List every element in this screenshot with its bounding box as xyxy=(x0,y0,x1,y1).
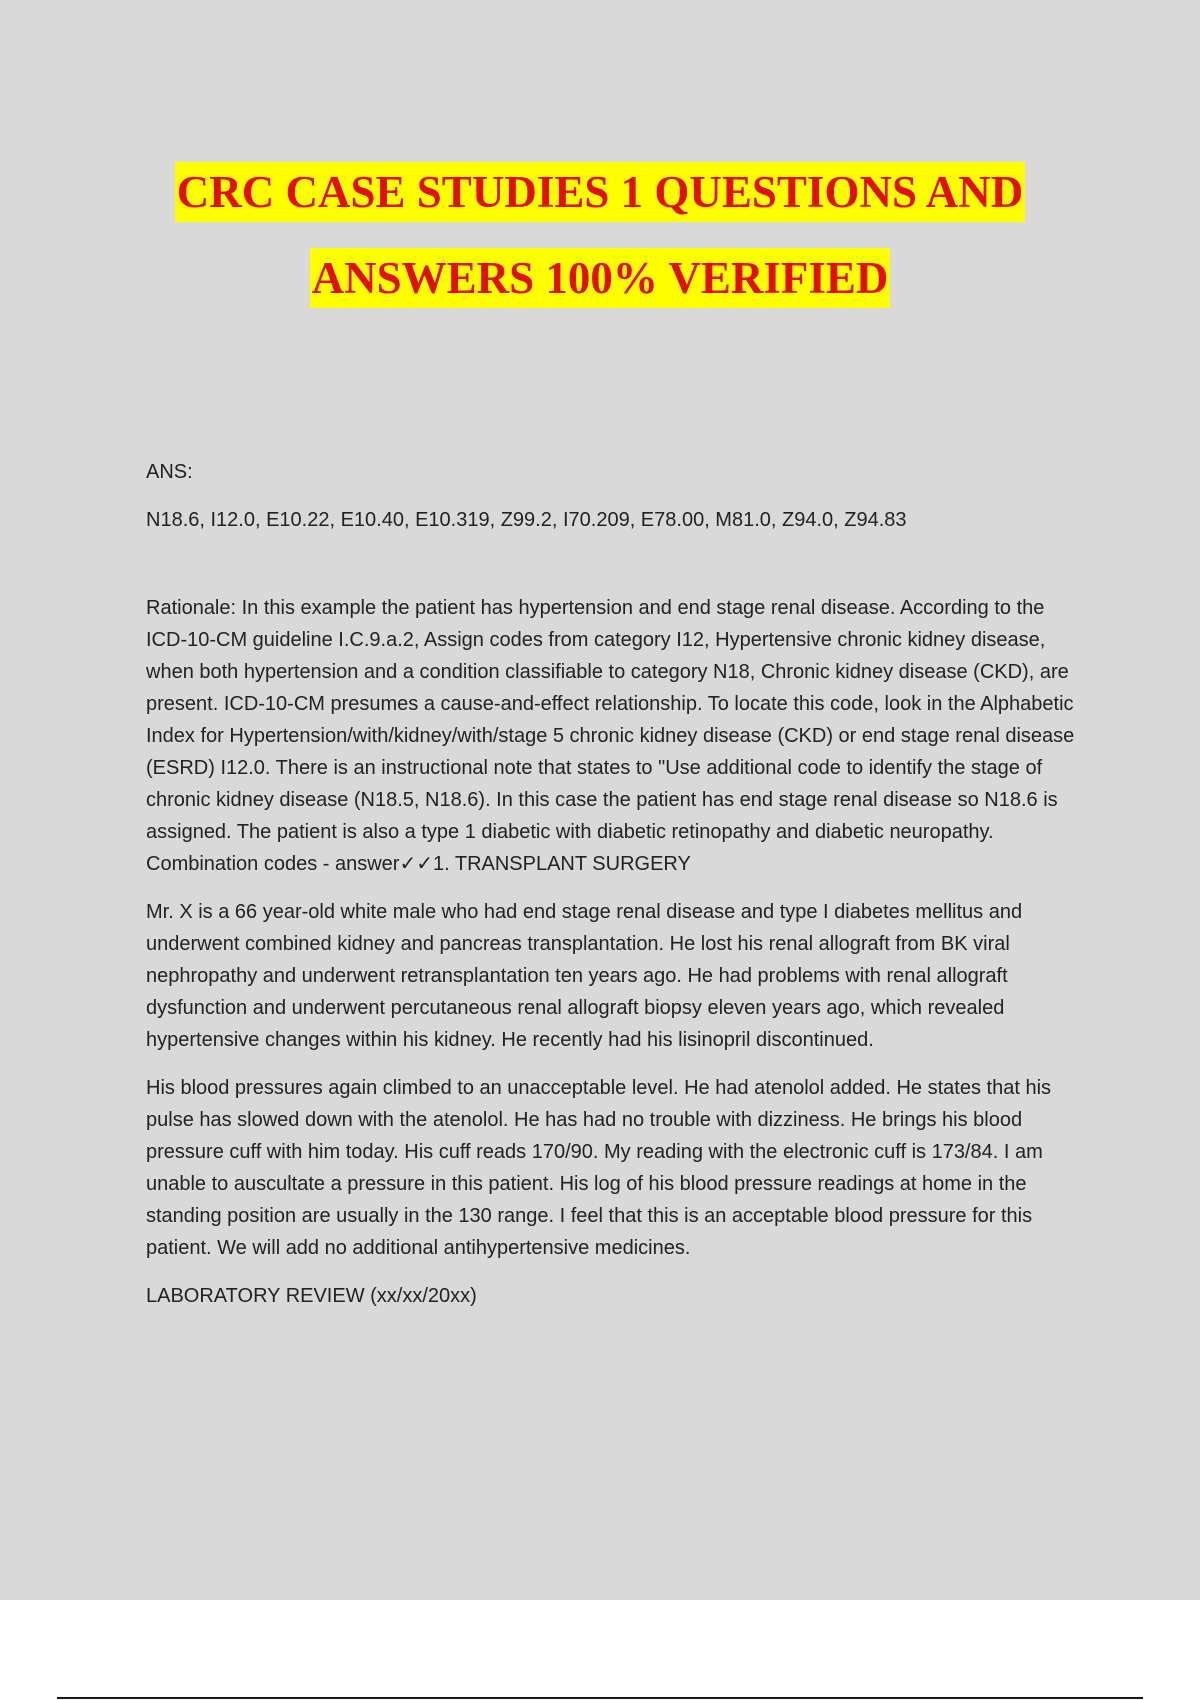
document-body xyxy=(146,456,1076,1328)
spacer xyxy=(146,552,1076,592)
document-title xyxy=(0,162,1200,334)
next-page-top-rule xyxy=(57,1697,1143,1699)
ans-label: ANS: xyxy=(146,461,193,483)
blood-pressure-paragraph: His blood pressures again climbed to an unacceptable level. He had atenolol added. He states that his pulse has slowed down with the atenolol. He has had no trouble with dizziness. He brings his blood pressure cuff with him today. His cuff reads 170/90. My reading with the electronic cuff is 173/84. I am unable to auscultate a pressure in this patient. His log of his blood pressure readings at home in the standing position are usually in the 130 range. I feel that this is an acceptable blood pressure for this patient. We will add no additional antihypertensive medicines. xyxy=(146,1077,1052,1259)
laboratory-review-heading: LABORATORY REVIEW (xx/xx/20xx) xyxy=(146,1285,477,1307)
patient-history-paragraph: Mr. X is a 66 year-old white male who had end stage renal disease and type I diabetes mellitus and underwent combined kidney and pancreas transplantation. He lost his renal allograft from BK viral nephropathy and underwent retransplantation ten years ago. He had problems with renal allograft dysfunction and underwent percutaneous renal allograft biopsy eleven years ago, which revealed hypertensive changes within his kidney. He recently had his lisinopril discontinued. xyxy=(146,901,1023,1051)
title-line-2: ANSWERS 100% VERIFIED xyxy=(310,248,891,308)
answer-codes: N18.6, I12.0, E10.22, E10.40, E10.319, Z99.2, I70.209, E78.00, M81.0, Z94.0, Z94.83 xyxy=(146,509,907,531)
rationale-paragraph: Rationale: In this example the patient has hypertension and end stage renal disease. According to the ICD-10-CM guideline I.C.9.a.2, Assign codes from category I12, Hypertensive chronic kidney disease, when both hypertension and a condition classifiable to category N18, Chronic kidney disease (CKD), are present. ICD-10-CM presumes a cause-and-effect relationship. To locate this code, look in the Alphabetic Index for Hypertension/with/kidney/with/stage 5 chronic kidney disease (CKD) or end stage renal disease (ESRD) I12.0. There is an instructional note that states to "Use additional code to identify the stage of chronic kidney disease (N18.5, N18.6). In this case the patient has end stage renal disease so N18.6 is assigned. The patient is also a type 1 diabetic with diabetic retinopathy and diabetic neuropathy. Combination codes - answer✓✓1. TRANSPLANT SURGERY xyxy=(146,597,1075,875)
title-line-1: CRC CASE STUDIES 1 QUESTIONS AND xyxy=(175,162,1025,222)
